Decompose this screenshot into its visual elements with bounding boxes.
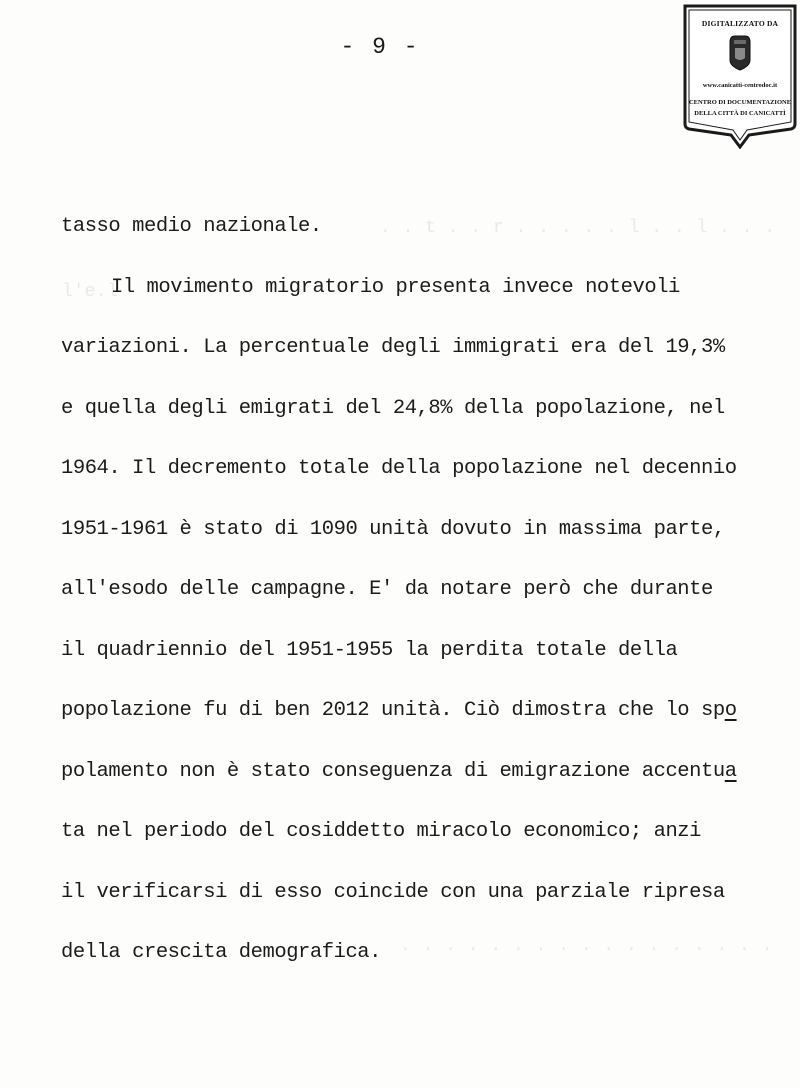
text-line-content: polamento non è stato conseguenza di emigrazione accentu — [61, 759, 725, 783]
stamp-line-1: CENTRO DI DOCUMENTAZIONE — [688, 99, 792, 106]
text-line — [61, 757, 781, 818]
digitization-stamp — [683, 4, 797, 149]
text-line: il verificarsi di esso coincide con una parziale ripresa — [61, 880, 725, 904]
coat-of-arms-icon — [683, 4, 797, 149]
stamp-url: www.canicatti-centrodoc.it — [702, 82, 778, 89]
show-through-text: l'e.l — [62, 282, 119, 302]
text-line: e quella degli emigrati del 24,8% della popolazione, nel — [61, 396, 725, 420]
body-text — [61, 212, 781, 999]
text-line: 1964. Il decremento totale della popolazione nel decennio — [61, 457, 737, 480]
text-line: tasso medio nazionale. — [61, 215, 322, 238]
page-number: - 9 - — [340, 34, 420, 60]
underlined-char: a — [724, 759, 737, 783]
text-line: 1951-1961 è stato di 1090 unità dovuto in massima parte, — [61, 517, 725, 541]
text-line: variazioni. La percentuale degli immigrati era del 19,3% — [61, 336, 725, 359]
stamp-title: DIGITALIZZATO DA — [701, 19, 779, 28]
show-through-text: . . . . . . . . . . . . . . . . . — [400, 936, 785, 956]
text-line — [61, 696, 781, 757]
text-line: il quadriennio del 1951-1955 la perdita totale della — [61, 638, 678, 662]
underlined-char: o — [724, 699, 737, 722]
text-line: ta nel periodo del cosiddetto miracolo economico; anzi — [61, 820, 702, 843]
text-line: all'esodo delle campagne. E' da notare però che durante — [61, 578, 713, 601]
text-line-content: popolazione fu di ben 2012 unità. Ciò dimostra che lo sp — [61, 699, 725, 722]
show-through-text: . . t . . r . . . . . l . . l . . . — [380, 218, 787, 238]
text-line: della crescita demografica. — [61, 941, 382, 964]
stamp-line-2: DELLA CITTÀ DI CANICATTÌ — [694, 110, 786, 117]
text-line: Il movimento migratorio presenta invece notevoli — [111, 275, 680, 299]
